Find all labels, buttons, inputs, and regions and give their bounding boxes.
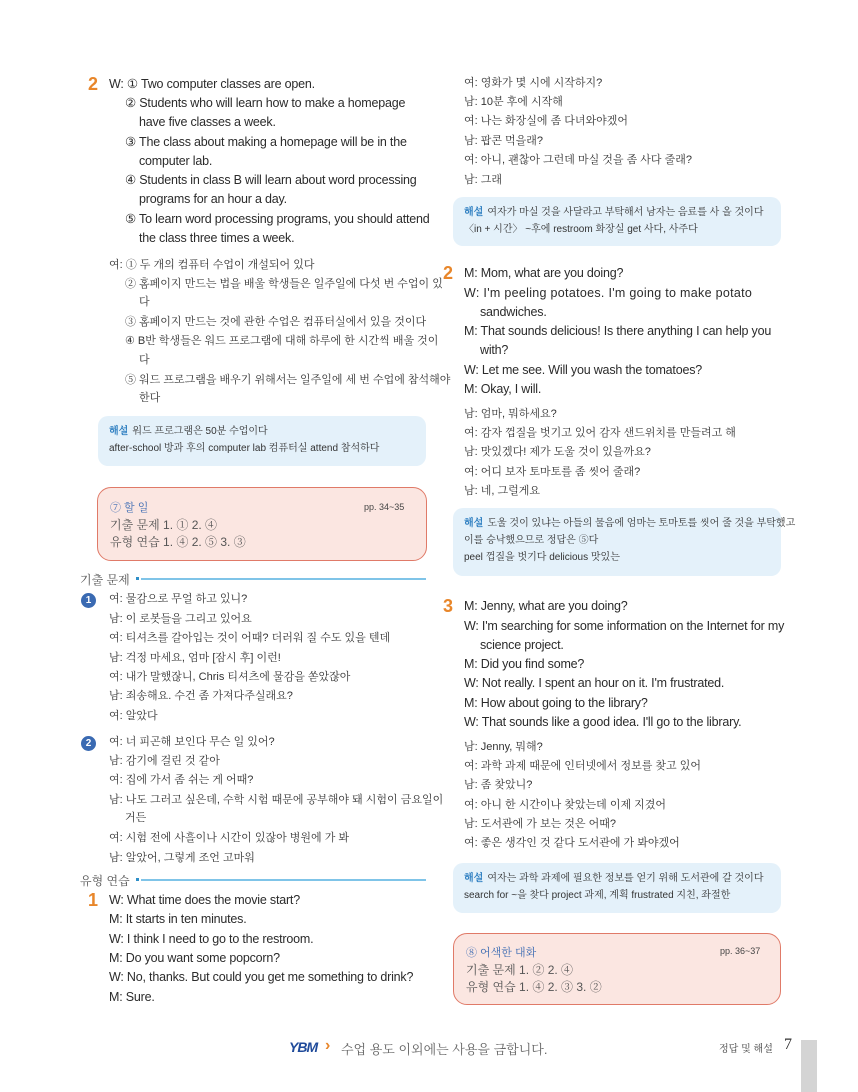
question-number: 2 [88, 74, 99, 94]
explanation-tag: 해설 [464, 518, 484, 529]
translation-line: ③ 홈페이지 만드는 것에 관한 수업은 컴퓨터실에서 있을 것이다 [125, 316, 427, 328]
dialogue-line: M: Sure. [109, 990, 155, 1004]
translation-line: 남: 엄마, 뭐하세요? [464, 408, 557, 420]
section-rule [141, 879, 426, 881]
dialogue-line: ⑤ To learn word processing programs, you should attend [125, 212, 430, 226]
translation-line: 남: 좀 찾았니? [464, 779, 533, 791]
dialogue-line: W: That sounds like a good idea. I'll go to the library. [464, 715, 742, 729]
translation-line: 남: 나도 그러고 싶은데, 수학 시험 때문에 공부해야 돼 시험이 금요일이 [109, 794, 444, 806]
dialogue-line: W: I'm searching for some information on the Internet for my [464, 619, 785, 633]
question-number: 3 [443, 596, 454, 616]
translation-line: 여: 아니 한 시간이나 찾았는데 이제 지겼어 [464, 799, 667, 811]
translation-line: 여: 티셔츠를 갈아입는 것이 어때? 더러워 질 수도 있을 텐데 [109, 632, 391, 644]
explanation-text: 도울 것이 있냐는 아들의 물음에 엄마는 토마토를 씻어 줄 것을 부탁했고 [487, 518, 796, 529]
answer-row: 기출 문제 1. ② 2. ④ [466, 963, 574, 977]
answer-row: 유형 연습 1. ④ 2. ⑤ 3. ③ [110, 535, 246, 549]
explanation-text: 여자가 마실 것을 사달라고 부탁해서 남자는 음료를 사 올 것이다 [487, 207, 764, 218]
dialogue-line: M: Mom, what are you doing? [464, 266, 624, 280]
translation-line: 남: Jenny, 뭐해? [464, 741, 543, 753]
explanation-tag: 해설 [464, 207, 484, 218]
translation-line: 남: 알았어, 그렇게 조언 고마워 [109, 852, 255, 864]
dialogue-line: W: ① Two computer classes are open. [109, 77, 315, 91]
section-marker [136, 577, 139, 580]
dialogue-line: M: How about going to the library? [464, 696, 648, 710]
question-number: 1 [88, 890, 99, 910]
translation-line: 여: 영화가 몇 시에 시작하지? [464, 77, 603, 89]
translation-line: 남: 이 로봇들을 그리고 있어요 [109, 613, 252, 625]
usage-notice: 수업 용도 이외에는 사용을 금합니다. [341, 1042, 548, 1057]
dialogue-line: ④ Students in class B will learn about word processing [125, 173, 417, 187]
explanation-tag: 해설 [464, 873, 484, 884]
translation-line: ⑤ 워드 프로그램을 배우기 위해서는 일주일에 세 번 수업에 참석해야 [125, 374, 451, 386]
answer-row: 기출 문제 1. ① 2. ④ [110, 518, 218, 532]
translation-line: 여: 너 피곤해 보인다 무슨 일 있어? [109, 736, 275, 748]
dialogue-line: M: It starts in ten minutes. [109, 912, 247, 926]
dialogue-line: the class three times a week. [139, 231, 295, 245]
question-number: 2 [81, 736, 96, 751]
section-title: 기출 문제 [80, 573, 130, 587]
translation-line: ④ B반 학생들은 워드 프로그램에 대해 하루에 한 시간씩 배울 것이 [125, 335, 439, 347]
dialogue-line: W: No, thanks. But could you get me something to drink? [109, 970, 414, 984]
translation-line: 여: 물감으로 무얼 하고 있니? [109, 593, 248, 605]
translation-line: 여: 내가 말했잖니, Chris 티셔츠에 물감을 쏟았잖아 [109, 671, 351, 683]
answer-row: 유형 연습 1. ④ 2. ③ 3. ② [466, 980, 602, 994]
question-number: 2 [443, 263, 454, 283]
translation-line: 남: 도서관에 가 보는 것은 어때? [464, 818, 616, 830]
page-range: pp. 36~37 [720, 946, 761, 956]
section-marker [136, 878, 139, 881]
explanation-vocab: 〈in + 시간〉 ~후에 restroom 화장실 get 사다, 사주다 [464, 224, 698, 235]
translation-line: 남: 네, 그럴게요 [464, 485, 540, 497]
explanation-vocab: after-school 방과 후의 computer lab 컴퓨터실 attend 참석하다 [109, 443, 380, 454]
explanation-line: 이를 승낙했으므로 정답은 ⑤다 [464, 535, 599, 546]
translation-line: ② 홈페이지 만드는 법을 배울 학생들은 일주일에 다섯 번 수업이 있 [125, 278, 443, 290]
explanation-tag: 해설 [109, 426, 129, 437]
dialogue-line: M: Did you find some? [464, 657, 585, 671]
translation-line: 여: 좋은 생각인 것 같다 도서관에 가 봐야겠어 [464, 837, 680, 849]
dialogue-line: W: What time does the movie start? [109, 893, 300, 907]
explanation-text: 워드 프로그램은 50분 수업이다 [132, 426, 268, 437]
dialogue-line: M: Jenny, what are you doing? [464, 599, 628, 613]
translation-line: 여: 과학 과제 때문에 인터넷에서 정보를 찾고 있어 [464, 760, 701, 772]
section-title: 유형 연습 [80, 874, 130, 888]
translation-line: 남: 팝콘 먹을래? [464, 135, 544, 147]
dialogue-line: computer lab. [139, 154, 213, 168]
dialogue-line: programs for an hour a day. [139, 192, 287, 206]
dialogue-line: science project. [480, 638, 564, 652]
dialogue-line: M: Okay, I will. [464, 382, 542, 396]
translation-line: 다 [139, 296, 150, 308]
dialogue-line: W: Not really. I spent an hour on it. I'm frustrated. [464, 676, 725, 690]
translation-line: 여: 나는 화장실에 좀 다녀와야겠어 [464, 115, 629, 127]
translation-line: 여: 시험 전에 사흘이나 시간이 있잖아 병원에 가 봐 [109, 832, 350, 844]
translation-line: 남: 걱정 마세요, 엄마 [잠시 후] 이런! [109, 652, 281, 664]
page-range: pp. 34~35 [364, 502, 405, 512]
translation-line: 남: 감기에 걸린 것 같아 [109, 755, 220, 767]
dialogue-line: M: Do you want some popcorn? [109, 951, 280, 965]
dialogue-line: W: Let me see. Will you wash the tomatoes? [464, 363, 703, 377]
translation-line: 남: 맛있겠다! 제가 도울 것이 있을까요? [464, 446, 651, 458]
dialogue-line: sandwiches. [480, 305, 547, 319]
translation-line: 여: 어디 보자 토마토를 좀 씻어 줄래? [464, 466, 641, 478]
page-number: 7 [784, 1036, 792, 1053]
translation-line: 여: 알았다 [109, 710, 158, 722]
translation-line: 남: 그래 [464, 174, 502, 186]
translation-line: 거든 [125, 812, 147, 824]
dialogue-line: M: That sounds delicious! Is there anything I can help you [464, 324, 772, 338]
translation-line: 한다 [139, 392, 161, 404]
page-edge-tab [801, 1040, 817, 1092]
translation-line: 다 [139, 354, 150, 366]
translation-line: 여: 아니, 괜찮아 그런데 마실 것을 좀 사다 줄래? [464, 154, 692, 166]
dialogue-line: W: I'm peeling potatoes. I'm going to make potato [464, 286, 753, 300]
dialogue-line: have five classes a week. [139, 115, 276, 129]
section-label: 정답 및 해설 [719, 1044, 773, 1055]
chevron-right-icon: › [325, 1037, 331, 1054]
translation-line: 여: 감자 껍질을 벗기고 있어 감자 샌드위치를 만들려고 해 [464, 427, 736, 439]
answer-box-title: ⑦ 할 일 [110, 502, 149, 514]
ybm-logo: YBM [289, 1039, 318, 1055]
dialogue-line: W: I think I need to go to the restroom. [109, 932, 314, 946]
translation-line: 남: 10분 후에 시작해 [464, 96, 563, 108]
question-number: 1 [81, 593, 96, 608]
translation-line: 남: 죄송해요. 수건 좀 가져다주실래요? [109, 690, 293, 702]
translation-line: 여: 집에 가서 좀 쉬는 게 어때? [109, 774, 254, 786]
explanation-vocab: search for ~을 찾다 project 과제, 계획 frustrated 지친, 좌절한 [464, 890, 731, 901]
section-rule [141, 578, 426, 580]
explanation-vocab: peel 껍질을 벗기다 delicious 맛있는 [464, 552, 620, 563]
dialogue-line: ② Students who will learn how to make a homepage [125, 96, 406, 110]
answer-box-title: ⑧ 어색한 대화 [466, 947, 537, 959]
explanation-text: 여자는 과학 과제에 필요한 정보를 얻기 위해 도서관에 갈 것이다 [487, 873, 764, 884]
translation-line: 여: ① 두 개의 컴퓨터 수업이 개설되어 있다 [109, 259, 315, 271]
dialogue-line: ③ The class about making a homepage will be in the [125, 135, 407, 149]
dialogue-line: with? [480, 343, 509, 357]
